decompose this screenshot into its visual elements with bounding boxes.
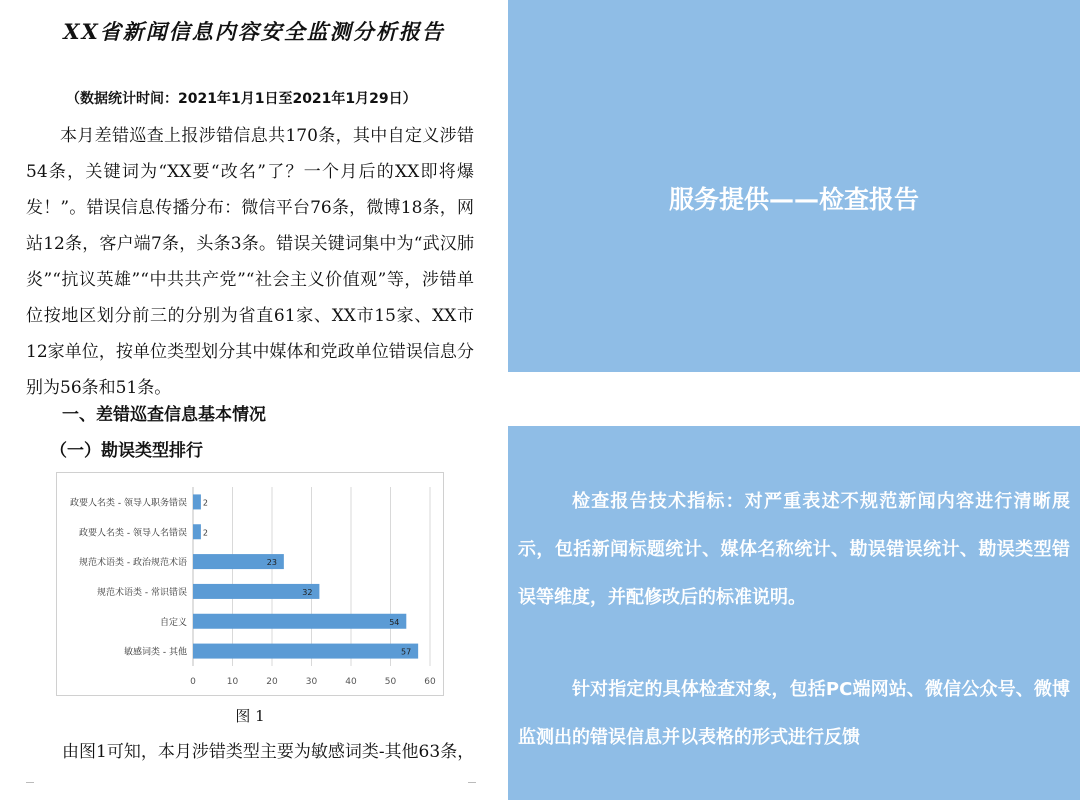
chart-bar bbox=[193, 644, 418, 659]
data-period-subtitle: （数据统计时间：2021年1月1日至2021年1月29日） bbox=[66, 91, 417, 107]
chart-canvas bbox=[57, 473, 443, 695]
chart-category-label: 规范术语类 - 政治规范术语 bbox=[79, 558, 187, 569]
closing-text: 由图1可知，本月涉错类型主要为敏感词类-其他63条， bbox=[62, 742, 475, 762]
section-heading: 一、差错巡查信息基本情况 bbox=[62, 405, 266, 425]
service-description-panel bbox=[508, 426, 1080, 800]
error-type-bar-chart bbox=[56, 472, 444, 696]
chart-x-tick-label: 10 bbox=[226, 677, 239, 687]
chart-data-label: 2 bbox=[202, 498, 208, 508]
chart-x-tick-label: 50 bbox=[384, 677, 397, 687]
chart-data-label: 54 bbox=[389, 617, 400, 627]
service-paragraph: 检查报告技术指标：对严重表述不规范新闻内容进行清晰展示，包括新闻标题统计、媒体名称统计、勘误错误统计、勘误类型错误等维度，并配修改后的标准说明。 bbox=[518, 491, 1070, 608]
chart-category-label: 自定义 bbox=[159, 617, 187, 628]
chart-category-label: 敏感词类 - 其他 bbox=[124, 647, 187, 658]
chart-bar bbox=[193, 494, 201, 509]
chart-x-tick-label: 0 bbox=[190, 677, 196, 687]
service-heading: 服务提供——检查报告 bbox=[668, 185, 919, 214]
document-title: XX省新闻信息内容安全监测分析报告 bbox=[63, 19, 445, 44]
chart-x-tick-label: 60 bbox=[424, 677, 436, 687]
figure-caption: 图 1 bbox=[235, 707, 265, 725]
chart-category-label: 规范术语类 - 常识错误 bbox=[97, 587, 187, 598]
chart-x-tick-label: 20 bbox=[266, 677, 278, 687]
service-heading-panel bbox=[508, 0, 1080, 372]
service-paragraph: 针对指定的具体检查对象，包括PC端网站、微信公众号、微博监测出的错误信息并以表格的形式进行反馈 bbox=[518, 679, 1070, 748]
chart-category-label: 政要人名类 - 领导人名错误 bbox=[79, 528, 187, 539]
page-corner-mark bbox=[468, 782, 476, 791]
report-document bbox=[0, 0, 508, 800]
chart-x-tick-label: 40 bbox=[345, 677, 357, 687]
chart-data-label: 57 bbox=[401, 647, 412, 657]
chart-bar bbox=[193, 614, 406, 629]
chart-x-tick-label: 30 bbox=[305, 677, 318, 687]
page-corner-mark bbox=[26, 782, 34, 791]
chart-category-label: 政要人名类 - 领导人职务错误 bbox=[70, 498, 187, 509]
intro-paragraph: 本月差错巡查上报涉错信息共170条，其中自定义涉错54条，关键词为“XX要“改名”了？一个月后的XX即将爆发！”。错误信息传播分布：微信平台76条，微博18条，网站12条，客户端7条，头条3条。错误关键词集中为“武汉肺炎”“抗议英雄”“中共共产党”“社会主义价值观”等，涉错单位按地区划分前三的分别为省直61家、XX市15家、XX市12家单位，按单位类型划分其中媒体和党政单位错误信息分别为56条和51条。 bbox=[26, 126, 474, 398]
chart-data-label: 32 bbox=[302, 587, 313, 597]
chart-bar bbox=[193, 584, 319, 599]
chart-data-label: 2 bbox=[202, 528, 208, 538]
subsection-heading: （一）勘误类型排行 bbox=[50, 441, 203, 461]
chart-data-label: 23 bbox=[266, 558, 277, 568]
chart-bar bbox=[193, 524, 201, 539]
